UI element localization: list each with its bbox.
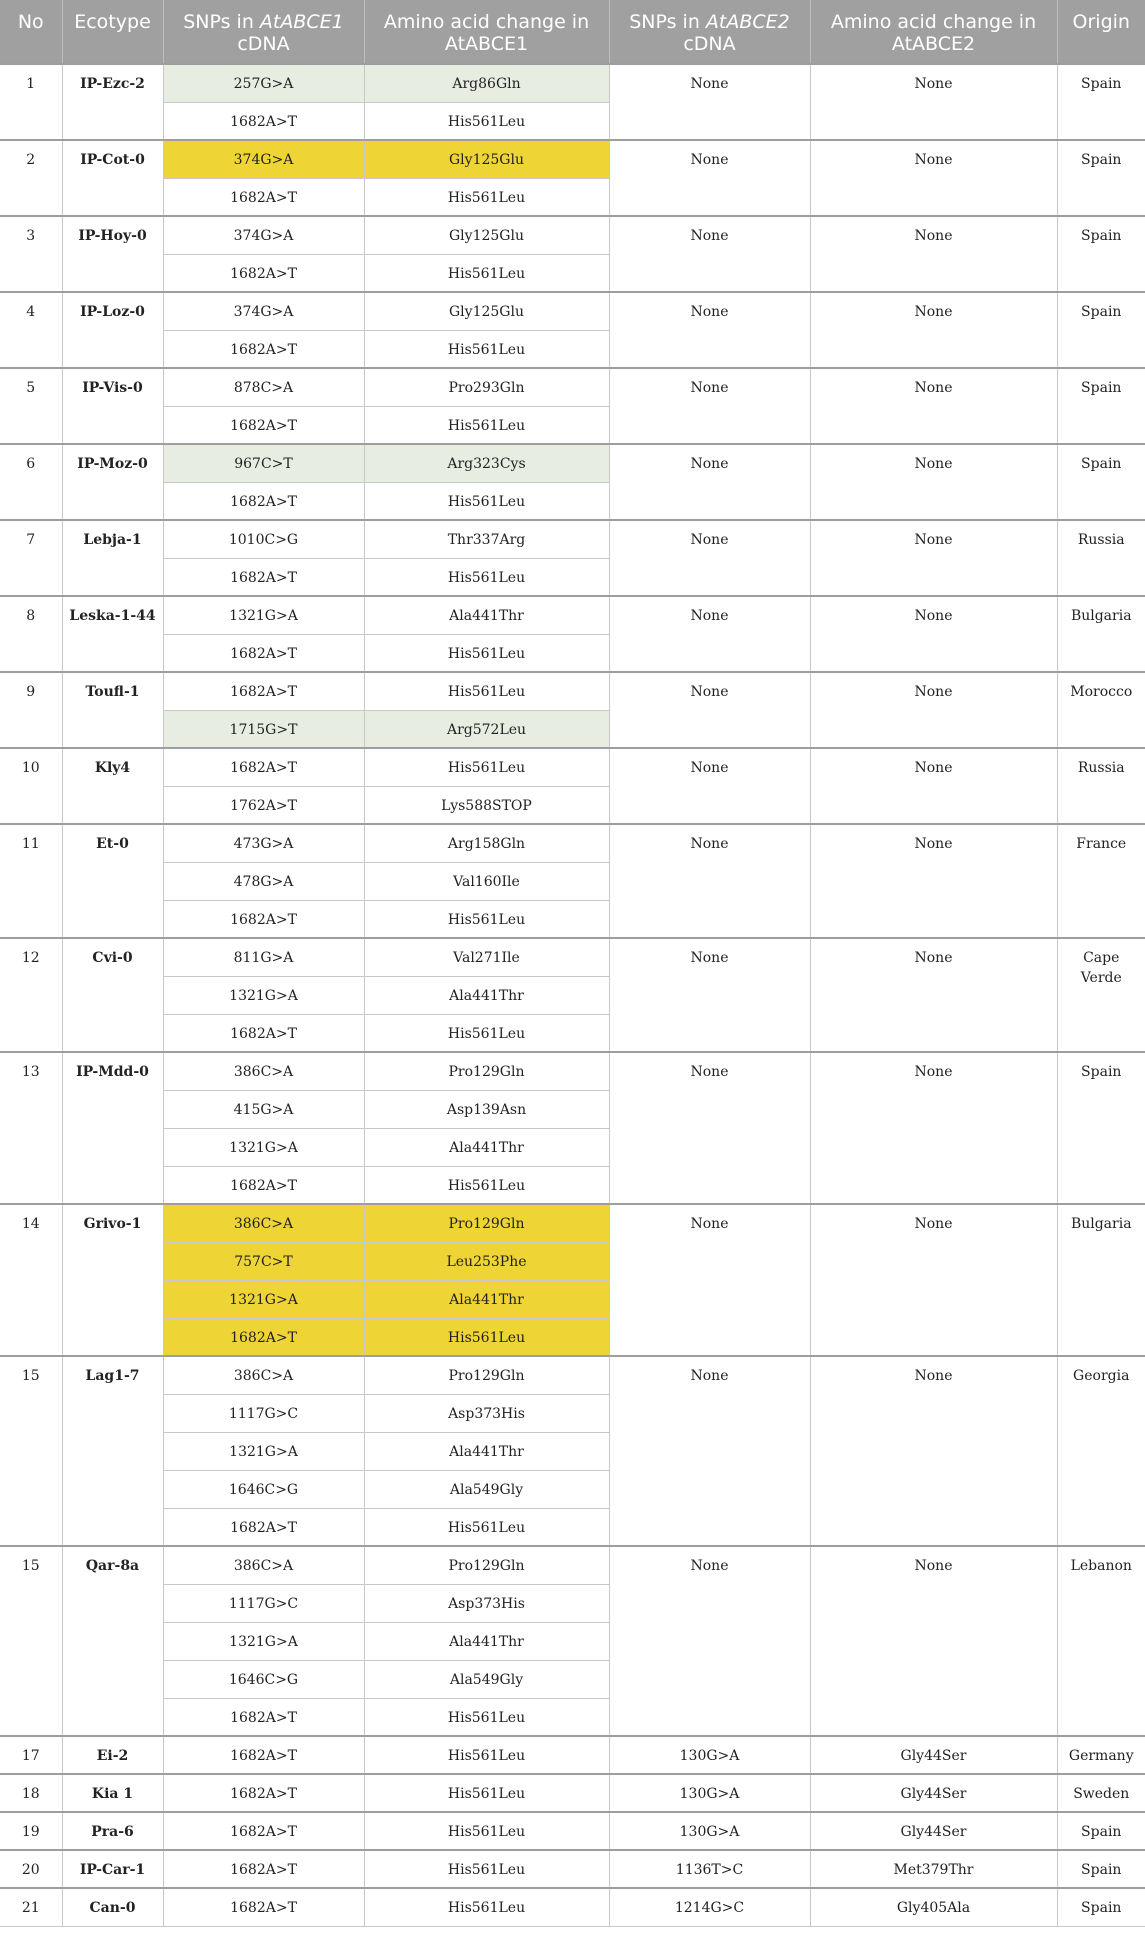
aa-change-abce1: His561Leu — [364, 1508, 609, 1546]
origin: Spain — [1057, 140, 1145, 216]
aa-change-abce1: His561Leu — [364, 558, 609, 596]
snp-abce1: 1321G>A — [163, 1280, 364, 1318]
aa-change-abce1: His561Leu — [364, 672, 609, 710]
table-row — [0, 444, 1145, 482]
snp-abce1: 1682A>T — [163, 330, 364, 368]
snp-abce1: 1682A>T — [163, 1508, 364, 1546]
aa-change-abce2: None — [810, 520, 1057, 596]
row-number: 11 — [0, 824, 62, 938]
aa-change-abce1: Pro129Gln — [364, 1052, 609, 1090]
snp-abce1: 1117G>C — [163, 1394, 364, 1432]
table-body — [0, 64, 1145, 1926]
snp-abce2: None — [609, 1356, 810, 1546]
snp-abce2: None — [609, 1546, 810, 1736]
snp-abce2: None — [609, 596, 810, 672]
snp-abce1: 1715G>T — [163, 710, 364, 748]
snp-abce2: 130G>A — [609, 1774, 810, 1812]
aa-change-abce2: None — [810, 292, 1057, 368]
table-row — [0, 1356, 1145, 1394]
snp-abce1: 1682A>T — [163, 634, 364, 672]
aa-change-abce1: Pro293Gln — [364, 368, 609, 406]
aa-change-abce1: Lys588STOP — [364, 786, 609, 824]
aa-change-abce1: Ala441Thr — [364, 1432, 609, 1470]
aa-change-abce1: Ala549Gly — [364, 1660, 609, 1698]
aa-change-abce1: His561Leu — [364, 1736, 609, 1774]
snp-abce1: 1682A>T — [163, 1850, 364, 1888]
aa-change-abce2: Gly44Ser — [810, 1812, 1057, 1850]
ecotype-name: IP-Moz-0 — [62, 444, 163, 520]
origin: Lebanon — [1057, 1546, 1145, 1736]
snp-abce1: 1682A>T — [163, 1736, 364, 1774]
aa-change-abce2: None — [810, 1052, 1057, 1204]
row-number: 7 — [0, 520, 62, 596]
row-number: 12 — [0, 938, 62, 1052]
snp-abce1: 386C>A — [163, 1204, 364, 1242]
aa-change-abce1: His561Leu — [364, 406, 609, 444]
snp-abce1: 374G>A — [163, 292, 364, 330]
table-row — [0, 672, 1145, 710]
ecotype-name: Ei-2 — [62, 1736, 163, 1774]
aa-change-abce1: Ala441Thr — [364, 976, 609, 1014]
snp-abce1: 1321G>A — [163, 1432, 364, 1470]
aa-change-abce2: Gly405Ala — [810, 1888, 1057, 1926]
row-number: 10 — [0, 748, 62, 824]
snp-abce2: None — [609, 1052, 810, 1204]
aa-change-abce1: Ala441Thr — [364, 1280, 609, 1318]
snp-abce2: 130G>A — [609, 1736, 810, 1774]
aa-change-abce1: His561Leu — [364, 102, 609, 140]
header-aa-abce1: Amino acid change in AtABCE1 — [364, 0, 609, 64]
header-snps-abce2-prefix: SNPs in — [629, 11, 706, 33]
aa-change-abce1: Thr337Arg — [364, 520, 609, 558]
origin: Sweden — [1057, 1774, 1145, 1812]
row-number: 19 — [0, 1812, 62, 1850]
origin: France — [1057, 824, 1145, 938]
aa-change-abce1: Asp373His — [364, 1394, 609, 1432]
snp-abce1: 1682A>T — [163, 482, 364, 520]
ecotype-name: Cvi-0 — [62, 938, 163, 1052]
aa-change-abce2: None — [810, 1204, 1057, 1356]
aa-change-abce1: Val160Ile — [364, 862, 609, 900]
aa-change-abce1: His561Leu — [364, 1014, 609, 1052]
header-snps-abce1-gene: AtABCE1 — [259, 11, 344, 33]
aa-change-abce1: Arg572Leu — [364, 710, 609, 748]
origin: Spain — [1057, 292, 1145, 368]
aa-change-abce2: None — [810, 596, 1057, 672]
table-row — [0, 1774, 1145, 1812]
ecotype-name: Kly4 — [62, 748, 163, 824]
snp-abce1: 257G>A — [163, 64, 364, 102]
snp-abce1: 1682A>T — [163, 102, 364, 140]
table-row — [0, 368, 1145, 406]
snp-abce1: 1682A>T — [163, 900, 364, 938]
snp-abce1: 1682A>T — [163, 558, 364, 596]
ecotype-name: Toufl-1 — [62, 672, 163, 748]
aa-change-abce2: None — [810, 824, 1057, 938]
ecotype-name: IP-Car-1 — [62, 1850, 163, 1888]
aa-change-abce1: His561Leu — [364, 748, 609, 786]
aa-change-abce1: Gly125Glu — [364, 292, 609, 330]
snp-abce1: 1682A>T — [163, 1888, 364, 1926]
aa-change-abce2: None — [810, 938, 1057, 1052]
snp-abce1: 1117G>C — [163, 1584, 364, 1622]
aa-change-abce1: Pro129Gln — [364, 1204, 609, 1242]
snp-abce1: 386C>A — [163, 1546, 364, 1584]
snp-abce1: 386C>A — [163, 1356, 364, 1394]
snp-abce1: 1682A>T — [163, 254, 364, 292]
snp-abce1: 473G>A — [163, 824, 364, 862]
table-row — [0, 64, 1145, 102]
header-row — [0, 0, 1145, 64]
table-row — [0, 748, 1145, 786]
table-row — [0, 1812, 1145, 1850]
row-number: 4 — [0, 292, 62, 368]
aa-change-abce1: His561Leu — [364, 1318, 609, 1356]
origin: Germany — [1057, 1736, 1145, 1774]
snp-abce1: 1682A>T — [163, 1698, 364, 1736]
aa-change-abce2: None — [810, 1546, 1057, 1736]
table-row — [0, 140, 1145, 178]
aa-change-abce1: Asp139Asn — [364, 1090, 609, 1128]
snp-abce1: 1321G>A — [163, 976, 364, 1014]
header-no: No — [0, 0, 62, 64]
row-number: 3 — [0, 216, 62, 292]
aa-change-abce1: Ala441Thr — [364, 596, 609, 634]
snp-abce2: None — [609, 748, 810, 824]
table-row — [0, 216, 1145, 254]
ecotype-name: Kia 1 — [62, 1774, 163, 1812]
aa-change-abce2: None — [810, 748, 1057, 824]
aa-change-abce1: His561Leu — [364, 900, 609, 938]
snp-abce2: None — [609, 444, 810, 520]
snp-abce2: None — [609, 938, 810, 1052]
snp-abce1: 1646C>G — [163, 1660, 364, 1698]
snp-abce2: 1136T>C — [609, 1850, 810, 1888]
aa-change-abce2: None — [810, 1356, 1057, 1546]
origin: Spain — [1057, 368, 1145, 444]
row-number: 1 — [0, 64, 62, 140]
aa-change-abce1: Ala441Thr — [364, 1128, 609, 1166]
row-number: 9 — [0, 672, 62, 748]
ecotype-name: IP-Vis-0 — [62, 368, 163, 444]
aa-change-abce2: None — [810, 444, 1057, 520]
aa-change-abce1: His561Leu — [364, 178, 609, 216]
snp-abce1: 757C>T — [163, 1242, 364, 1280]
snp-abce2: None — [609, 292, 810, 368]
table-row — [0, 938, 1145, 976]
origin: Spain — [1057, 1812, 1145, 1850]
aa-change-abce1: Gly125Glu — [364, 216, 609, 254]
aa-change-abce1: Gly125Glu — [364, 140, 609, 178]
aa-change-abce1: His561Leu — [364, 254, 609, 292]
snp-abce2: 130G>A — [609, 1812, 810, 1850]
origin: Morocco — [1057, 672, 1145, 748]
origin: Cape Verde — [1057, 938, 1145, 1052]
aa-change-abce1: His561Leu — [364, 1812, 609, 1850]
aa-change-abce1: His561Leu — [364, 1698, 609, 1736]
table-row — [0, 824, 1145, 862]
header-snps-abce2-gene: AtABCE2 — [705, 11, 790, 33]
snp-abce1: 1321G>A — [163, 1128, 364, 1166]
snp-abce1: 478G>A — [163, 862, 364, 900]
origin: Russia — [1057, 520, 1145, 596]
origin: Spain — [1057, 1888, 1145, 1926]
origin: Spain — [1057, 216, 1145, 292]
snp-abce1: 1682A>T — [163, 1774, 364, 1812]
snp-abce1: 1321G>A — [163, 596, 364, 634]
origin: Bulgaria — [1057, 1204, 1145, 1356]
snp-abce1: 374G>A — [163, 216, 364, 254]
table-row — [0, 1736, 1145, 1774]
header-snps-abce1-suffix: cDNA — [237, 33, 290, 55]
snp-abce1: 1682A>T — [163, 748, 364, 786]
aa-change-abce1: Arg158Gln — [364, 824, 609, 862]
snp-abce2: 1214G>C — [609, 1888, 810, 1926]
table-row — [0, 292, 1145, 330]
aa-change-abce1: Pro129Gln — [364, 1356, 609, 1394]
header-ecotype: Ecotype — [62, 0, 163, 64]
ecotype-name: Qar-8a — [62, 1546, 163, 1736]
ecotype-name: IP-Hoy-0 — [62, 216, 163, 292]
snp-abce2: None — [609, 672, 810, 748]
aa-change-abce1: His561Leu — [364, 1774, 609, 1812]
row-number: 14 — [0, 1204, 62, 1356]
aa-change-abce1: His561Leu — [364, 482, 609, 520]
snp-abce2: None — [609, 1204, 810, 1356]
table-row — [0, 520, 1145, 558]
ecotype-name: Lebja-1 — [62, 520, 163, 596]
snp-abce1: 878C>A — [163, 368, 364, 406]
snp-abce1: 1682A>T — [163, 406, 364, 444]
row-number: 13 — [0, 1052, 62, 1204]
aa-change-abce1: Arg323Cys — [364, 444, 609, 482]
ecotype-name: Leska-1-44 — [62, 596, 163, 672]
aa-change-abce1: His561Leu — [364, 1888, 609, 1926]
origin: Spain — [1057, 1850, 1145, 1888]
aa-change-abce2: None — [810, 368, 1057, 444]
ecotype-name: Pra-6 — [62, 1812, 163, 1850]
aa-change-abce1: Arg86Gln — [364, 64, 609, 102]
header-snps-abce1-prefix: SNPs in — [183, 11, 260, 33]
origin: Spain — [1057, 64, 1145, 140]
aa-change-abce1: Pro129Gln — [364, 1546, 609, 1584]
snp-abce2: None — [609, 140, 810, 216]
row-number: 6 — [0, 444, 62, 520]
row-number: 20 — [0, 1850, 62, 1888]
snp-abce1: 374G>A — [163, 140, 364, 178]
snp-abce1: 1321G>A — [163, 1622, 364, 1660]
snp-abce1: 1646C>G — [163, 1470, 364, 1508]
header-origin: Origin — [1057, 0, 1145, 64]
row-number: 18 — [0, 1774, 62, 1812]
origin: Georgia — [1057, 1356, 1145, 1546]
aa-change-abce2: None — [810, 672, 1057, 748]
row-number: 8 — [0, 596, 62, 672]
origin: Bulgaria — [1057, 596, 1145, 672]
row-number: 15 — [0, 1546, 62, 1736]
snp-abce2: None — [609, 824, 810, 938]
header-aa-abce2: Amino acid change in AtABCE2 — [810, 0, 1057, 64]
snp-abce1: 1682A>T — [163, 1318, 364, 1356]
aa-change-abce1: His561Leu — [364, 634, 609, 672]
ecotype-name: IP-Ezc-2 — [62, 64, 163, 140]
table-row — [0, 1888, 1145, 1926]
aa-change-abce1: Ala549Gly — [364, 1470, 609, 1508]
table-row — [0, 1546, 1145, 1584]
snp-abce1: 811G>A — [163, 938, 364, 976]
aa-change-abce1: Ala441Thr — [364, 1622, 609, 1660]
snp-abce1: 1010C>G — [163, 520, 364, 558]
ecotype-name: IP-Cot-0 — [62, 140, 163, 216]
header-snps-abce2-suffix: cDNA — [683, 33, 736, 55]
aa-change-abce1: His561Leu — [364, 1850, 609, 1888]
origin: Spain — [1057, 1052, 1145, 1204]
table-row — [0, 1052, 1145, 1090]
snp-abce1: 1682A>T — [163, 1812, 364, 1850]
origin: Spain — [1057, 444, 1145, 520]
ecotype-name: Grivo-1 — [62, 1204, 163, 1356]
table-row — [0, 1204, 1145, 1242]
aa-change-abce1: Leu253Phe — [364, 1242, 609, 1280]
origin: Russia — [1057, 748, 1145, 824]
row-number: 17 — [0, 1736, 62, 1774]
aa-change-abce2: Gly44Ser — [810, 1736, 1057, 1774]
table-row — [0, 596, 1145, 634]
row-number: 2 — [0, 140, 62, 216]
snp-abce1: 1682A>T — [163, 1166, 364, 1204]
aa-change-abce1: Val271Ile — [364, 938, 609, 976]
ecotype-name: IP-Loz-0 — [62, 292, 163, 368]
snp-abce1: 386C>A — [163, 1052, 364, 1090]
aa-change-abce1: Asp373His — [364, 1584, 609, 1622]
ecotype-name: IP-Mdd-0 — [62, 1052, 163, 1204]
aa-change-abce2: None — [810, 140, 1057, 216]
ecotype-name: Lag1-7 — [62, 1356, 163, 1546]
snp-abce1: 1682A>T — [163, 1014, 364, 1052]
ecotype-name: Can-0 — [62, 1888, 163, 1926]
aa-change-abce2: Met379Thr — [810, 1850, 1057, 1888]
aa-change-abce2: Gly44Ser — [810, 1774, 1057, 1812]
snp-abce1: 1682A>T — [163, 178, 364, 216]
header-snps-abce2 — [609, 0, 810, 64]
aa-change-abce2: None — [810, 64, 1057, 140]
row-number: 15 — [0, 1356, 62, 1546]
snp-abce2: None — [609, 368, 810, 444]
snp-abce1: 1682A>T — [163, 672, 364, 710]
aa-change-abce2: None — [810, 216, 1057, 292]
snp-abce2: None — [609, 64, 810, 140]
ecotype-name: Et-0 — [62, 824, 163, 938]
snp-abce1: 415G>A — [163, 1090, 364, 1128]
table-row — [0, 1850, 1145, 1888]
snp-abce2: None — [609, 520, 810, 596]
row-number: 5 — [0, 368, 62, 444]
row-number: 21 — [0, 1888, 62, 1926]
snp-abce1: 967C>T — [163, 444, 364, 482]
aa-change-abce1: His561Leu — [364, 1166, 609, 1204]
header-snps-abce1 — [163, 0, 364, 64]
snp-abce1: 1762A>T — [163, 786, 364, 824]
aa-change-abce1: His561Leu — [364, 330, 609, 368]
snp-abce2: None — [609, 216, 810, 292]
